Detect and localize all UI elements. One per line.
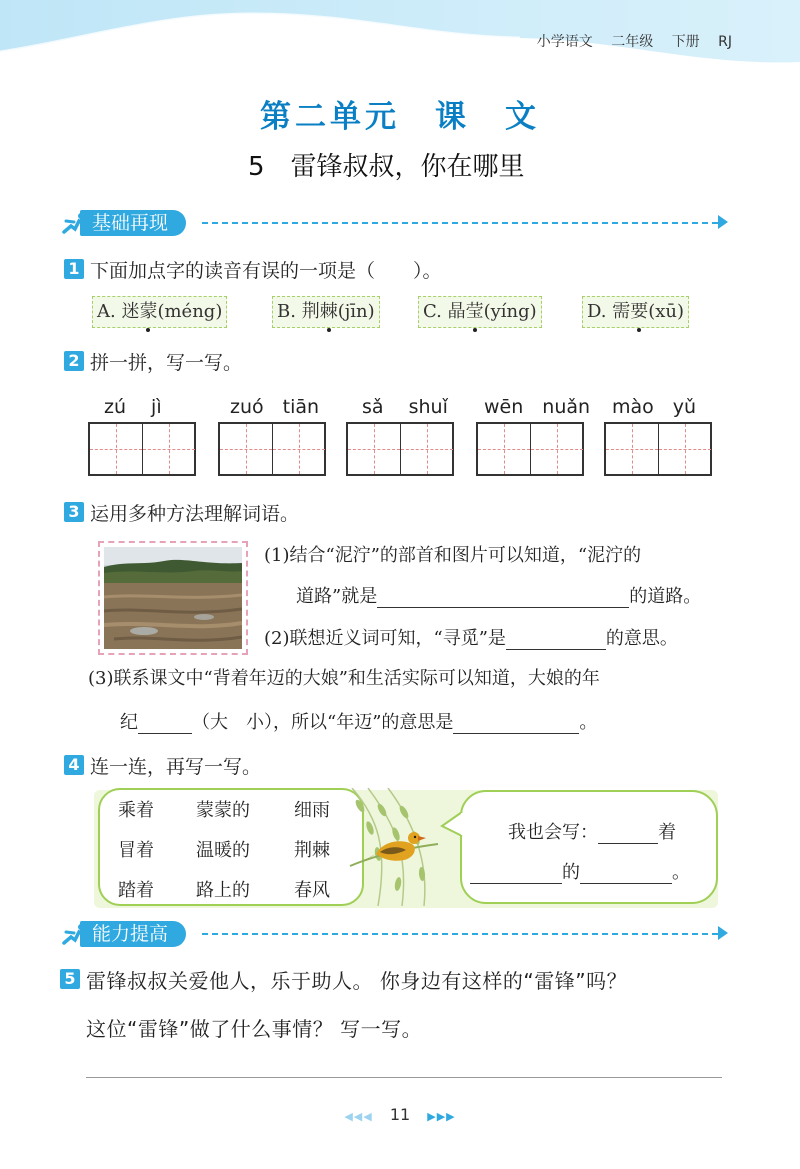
match-noun-2[interactable]: 荆棘 bbox=[294, 840, 330, 861]
q3-item3-line1: (3)联系课文中“背着年迈的大娘”和生活实际可以知道，大娘的年 bbox=[88, 668, 600, 689]
question-5-line-1: 雷锋叔叔关爱他人，乐于助人。 你身边有这样的“雷锋”吗？ bbox=[86, 969, 628, 993]
grid-cell[interactable] bbox=[90, 424, 142, 474]
dotted-char: 要 bbox=[630, 297, 648, 327]
page-number: 11 bbox=[389, 1105, 411, 1124]
match-verb-1[interactable]: 乘着 bbox=[118, 800, 154, 821]
bird-on-willow-illustration bbox=[348, 788, 452, 906]
writing-grid-5[interactable] bbox=[604, 422, 712, 476]
question-3-number: 3 bbox=[64, 502, 84, 522]
section-basic-label: 基础再现 bbox=[80, 210, 186, 236]
writing-grid-4[interactable] bbox=[476, 422, 584, 476]
question-4-number: 4 bbox=[64, 755, 84, 775]
grid-cell[interactable] bbox=[530, 424, 583, 474]
q1-option-a[interactable]: A. 迷蒙(méng) bbox=[92, 296, 227, 328]
q3-item3-line2: 纪 （大 小），所以“年迈”的意思是 。 bbox=[120, 712, 598, 733]
header-subject: 小学语文 bbox=[536, 34, 593, 50]
bubble-blank-verb[interactable] bbox=[598, 822, 658, 844]
bubble-blank-noun[interactable] bbox=[580, 862, 672, 884]
muddy-road-photo bbox=[98, 541, 248, 655]
q3-item1-line2: 道路”就是 的道路。 bbox=[296, 586, 702, 607]
header-book-info bbox=[525, 31, 732, 51]
q3-item1-line1: (1)结合“泥泞”的部首和图片可以知道，“泥泞的 bbox=[264, 545, 642, 566]
question-2-number: 2 bbox=[64, 351, 84, 371]
section-basic-arrow bbox=[718, 215, 728, 229]
grid-cell[interactable] bbox=[348, 424, 400, 474]
section-basic-band bbox=[62, 209, 732, 239]
grid-cell[interactable] bbox=[478, 424, 530, 474]
q1-option-d[interactable]: D. 需要(xū) bbox=[582, 296, 689, 328]
q3-item3-blank-meaning[interactable] bbox=[453, 712, 579, 734]
section-basic-dashline bbox=[202, 222, 718, 224]
match-noun-1[interactable]: 细雨 bbox=[294, 800, 330, 821]
speech-bubble-tail bbox=[440, 810, 464, 840]
question-1-prompt: 下面加点字的读音有误的一项是（ ）。 bbox=[90, 260, 442, 282]
right-arrows-icon: ▶▶▶ bbox=[427, 1110, 456, 1123]
muddy-field-image bbox=[104, 547, 242, 649]
question-2-prompt: 拼一拼，写一写。 bbox=[90, 352, 243, 374]
pinyin-word-2: zuó tiān bbox=[230, 396, 320, 418]
lesson-name: 雷锋叔叔，你在哪里 bbox=[290, 152, 525, 182]
match-verb-3[interactable]: 踏着 bbox=[118, 880, 154, 901]
question-4-prompt: 连一连，再写一写。 bbox=[90, 756, 262, 778]
q3-item2: (2)联想近义词可知，“寻觅”是 的意思。 bbox=[264, 628, 678, 649]
bubble-line-2: 的 。 bbox=[470, 858, 690, 884]
header-term: 下册 bbox=[671, 34, 700, 50]
bubble-blank-adj[interactable] bbox=[470, 862, 562, 884]
lesson-title bbox=[248, 146, 525, 183]
left-arrows-icon: ◀◀◀ bbox=[344, 1110, 373, 1123]
match-noun-3[interactable]: 春风 bbox=[294, 880, 330, 901]
q1-option-b[interactable]: B. 荆棘(jīn) bbox=[272, 296, 380, 328]
section-advanced-dashline bbox=[202, 933, 718, 935]
section-advanced-label: 能力提高 bbox=[80, 921, 186, 947]
dotted-char: 莹 bbox=[466, 297, 484, 327]
grid-cell[interactable] bbox=[220, 424, 272, 474]
writing-speech-bubble bbox=[460, 790, 718, 904]
grid-cell[interactable] bbox=[142, 424, 195, 474]
pinyin-word-3: sǎ shuǐ bbox=[362, 396, 448, 418]
writing-grid-2[interactable] bbox=[218, 422, 326, 476]
match-verb-2[interactable]: 冒着 bbox=[118, 840, 154, 861]
dotted-char: 棘 bbox=[320, 297, 338, 327]
pinyin-word-4: wēn nuǎn bbox=[484, 396, 591, 418]
grid-cell[interactable] bbox=[606, 424, 658, 474]
header-grade: 二年级 bbox=[611, 34, 654, 50]
pinyin-word-5: mào yǔ bbox=[612, 396, 697, 418]
q3-item1-blank[interactable] bbox=[377, 586, 629, 608]
question-1-number: 1 bbox=[64, 259, 84, 279]
bubble-line-1: 我也会写： 着 bbox=[508, 822, 676, 843]
grid-cell[interactable] bbox=[400, 424, 453, 474]
match-adj-2[interactable]: 温暖的 bbox=[196, 840, 250, 861]
section-advanced-arrow bbox=[718, 926, 728, 940]
question-5-number: 5 bbox=[60, 969, 80, 989]
grid-cell[interactable] bbox=[272, 424, 325, 474]
question-3-prompt: 运用多种方法理解词语。 bbox=[90, 503, 300, 525]
q1-option-c[interactable]: C. 晶莹(yíng) bbox=[418, 296, 542, 328]
writing-grid-1[interactable] bbox=[88, 422, 196, 476]
grid-cell[interactable] bbox=[658, 424, 711, 474]
page-number-footer bbox=[0, 1105, 800, 1124]
question-5-line-2: 这位“雷锋”做了什么事情？ 写一写。 bbox=[86, 1017, 423, 1041]
pinyin-word-1: zú jì bbox=[104, 396, 162, 418]
match-adj-3[interactable]: 路上的 bbox=[196, 880, 250, 901]
footer-rule bbox=[86, 1077, 722, 1078]
q3-item3-blank-age[interactable] bbox=[138, 712, 192, 734]
writing-grid-3[interactable] bbox=[346, 422, 454, 476]
header-edition: RJ bbox=[718, 34, 732, 50]
q3-item2-blank[interactable] bbox=[506, 628, 606, 650]
section-advanced-band bbox=[62, 920, 732, 950]
match-adj-1[interactable]: 蒙蒙的 bbox=[196, 800, 250, 821]
unit-title: 第二单元 课 文 bbox=[260, 99, 540, 135]
dotted-char: 蒙 bbox=[139, 297, 157, 327]
lesson-number: 5 bbox=[248, 152, 265, 182]
